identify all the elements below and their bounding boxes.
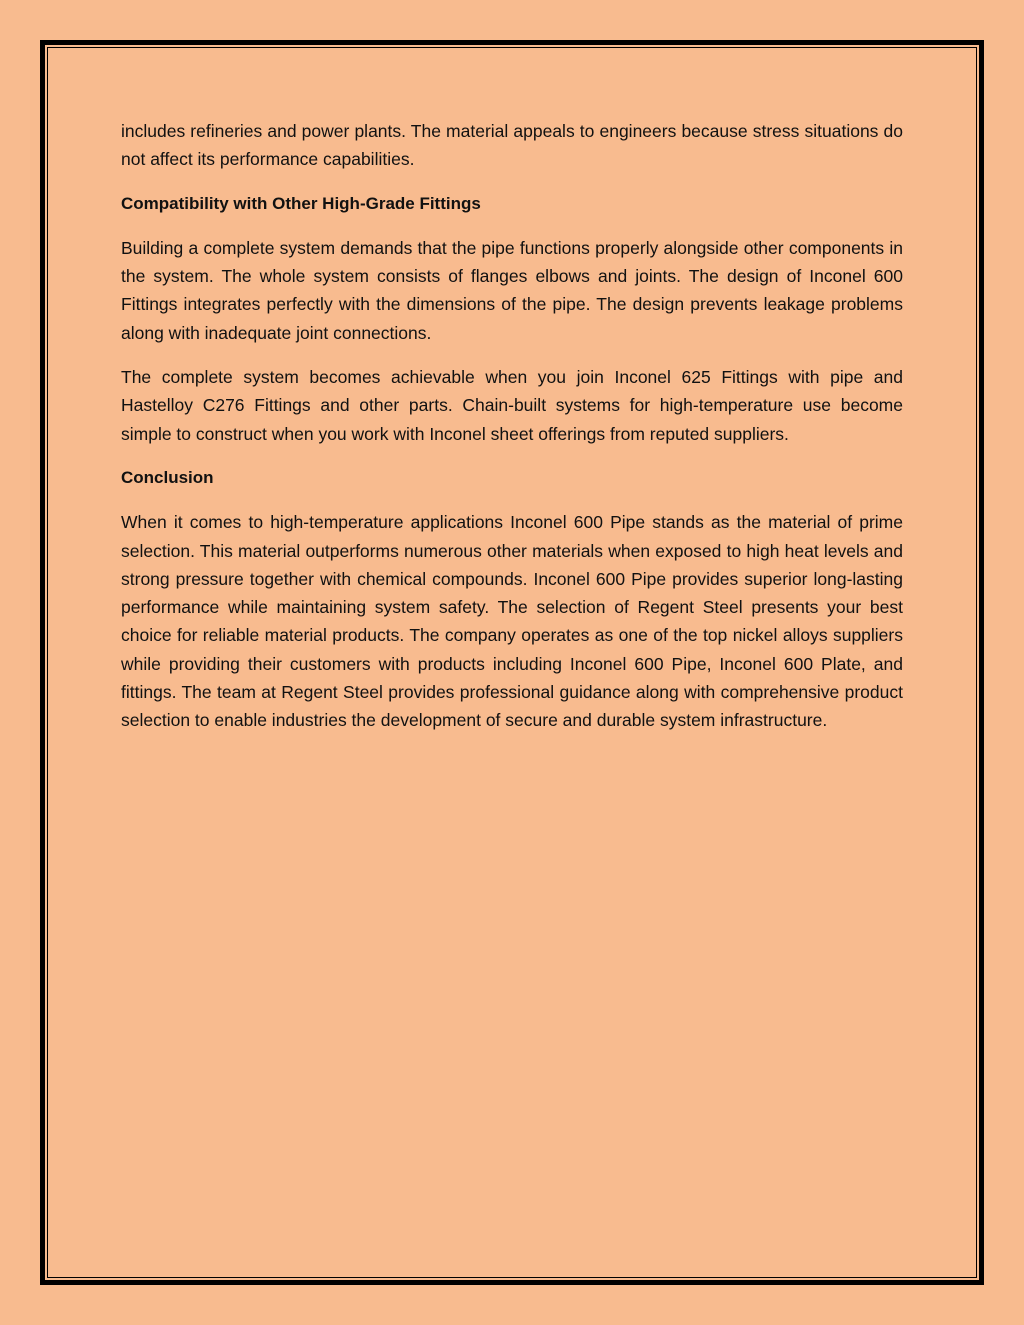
section-heading-conclusion: Conclusion xyxy=(121,467,214,487)
paragraph-compatibility-2: The complete system becomes achievable when you join Inconel 625 Fittings with pipe and Hastelloy C276 Fittings and other parts. Chain-built systems for high-temperature use become simple to construct when you work with Inconel sheet offerings from reputed suppliers. xyxy=(121,367,903,444)
paragraph-compatibility-1: Building a complete system demands that the pipe functions properly alongside other components in the system. The whole system consists of flanges elbows and joints. The design of Inconel 600 Fittings integrates perfectly with the dimensions of the pipe. The design prevents leakage problems along with inadequate joint connections. xyxy=(121,237,903,343)
document-body xyxy=(121,117,903,751)
paragraph-intro: includes refineries and power plants. The material appeals to engineers because stress situations do not affect its performance capabilities. xyxy=(121,121,903,170)
section-heading-compatibility: Compatibility with Other High-Grade Fittings xyxy=(121,193,481,213)
paragraph-conclusion: When it comes to high-temperature applications Inconel 600 Pipe stands as the material of prime selection. This material outperforms numerous other materials when exposed to high heat levels and strong pressure together with chemical compounds. Inconel 600 Pipe provides superior long-lasting performance while maintaining system safety. The selection of Regent Steel presents your best choice for reliable material products. The company operates as one of the top nickel alloys suppliers while providing their customers with products including Inconel 600 Pipe, Inconel 600 Plate, and fittings. The team at Regent Steel provides professional guidance along with comprehensive product selection to enable industries the development of secure and durable system infrastructure. xyxy=(121,512,903,731)
